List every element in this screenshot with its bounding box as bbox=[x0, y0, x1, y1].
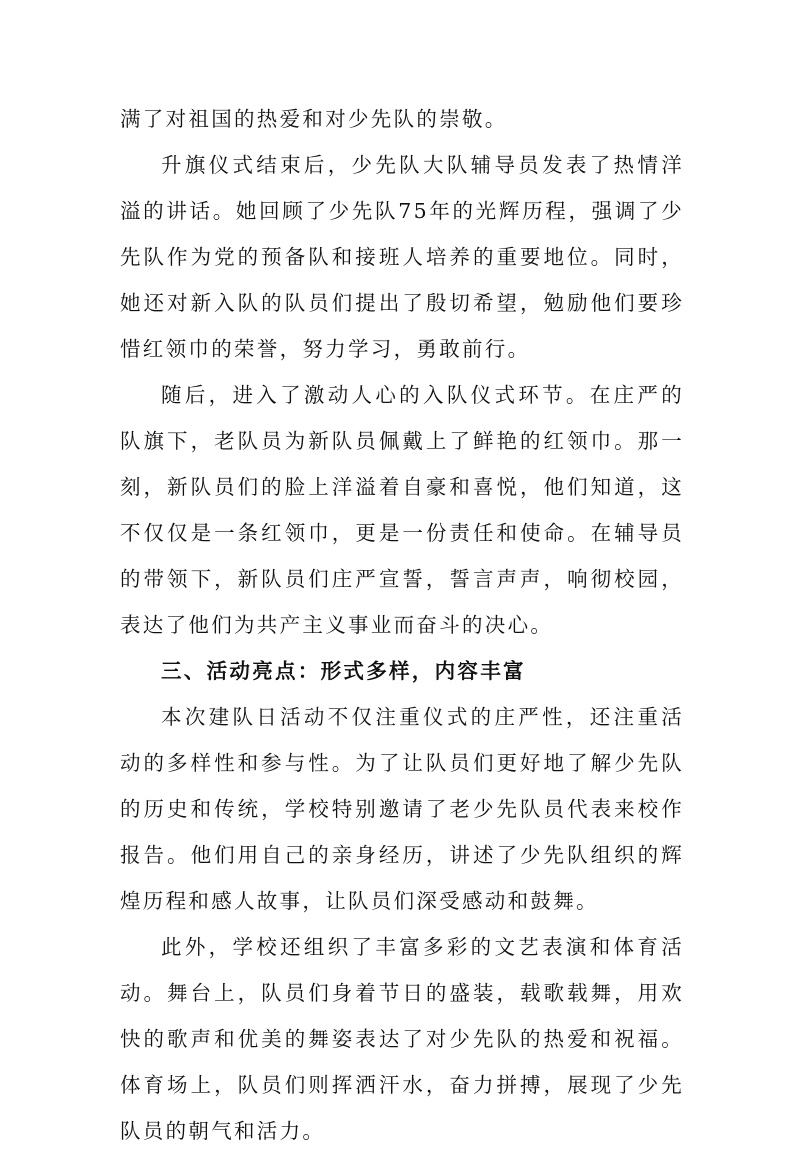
section-heading: 三、活动亮点：形式多样，内容丰富 bbox=[161, 659, 526, 683]
paragraph-speech: 升旗仪式结束后，少先队大队辅导员发表了热情洋溢的讲话。她回顾了少先队75年的光辉历程，强调了少先队作为党的预备队和接班人培养的重要地位。同时，她还对新入队的队员们提出了殷切希望，勉励他们要珍惜红领巾的荣誉，努力学习，勇敢前行。 bbox=[120, 153, 684, 361]
paragraph-activity-highlights: 本次建队日活动不仅注重仪式的庄严性，还注重活动的多样性和参与性。为了让队员们更好地了解少先队的历史和传统，学校特别邀请了老少先队员代表来校作报告。他们用自己的亲身经历，讲述了少先队组织的辉煌历程和感人故事，让队员们深受感动和鼓舞。 bbox=[120, 705, 684, 913]
paragraph-induction-ceremony: 随后，进入了激动人心的入队仪式环节。在庄严的队旗下，老队员为新队员佩戴上了鲜艳的红领巾。那一刻，新队员们的脸上洋溢着自豪和喜悦，他们知道，这不仅仅是一条红领巾，更是一份责任和使命。在辅导员的带领下，新队员们庄严宣誓，誓言声声，响彻校园，表达了他们为共产主义事业而奋斗的决心。 bbox=[120, 383, 684, 637]
paragraph-continuation: 满了对祖国的热爱和对少先队的崇敬。 bbox=[120, 107, 508, 131]
paragraph-performances: 此外，学校还组织了丰富多彩的文艺表演和体育活动。舞台上，队员们身着节日的盛装，载歌载舞，用欢快的歌声和优美的舞姿表达了对少先队的热爱和祝福。体育场上，队员们则挥洒汗水，奋力拼搏，展现了少先队员的朝气和活力。 bbox=[120, 935, 684, 1143]
document-body bbox=[120, 96, 684, 1154]
